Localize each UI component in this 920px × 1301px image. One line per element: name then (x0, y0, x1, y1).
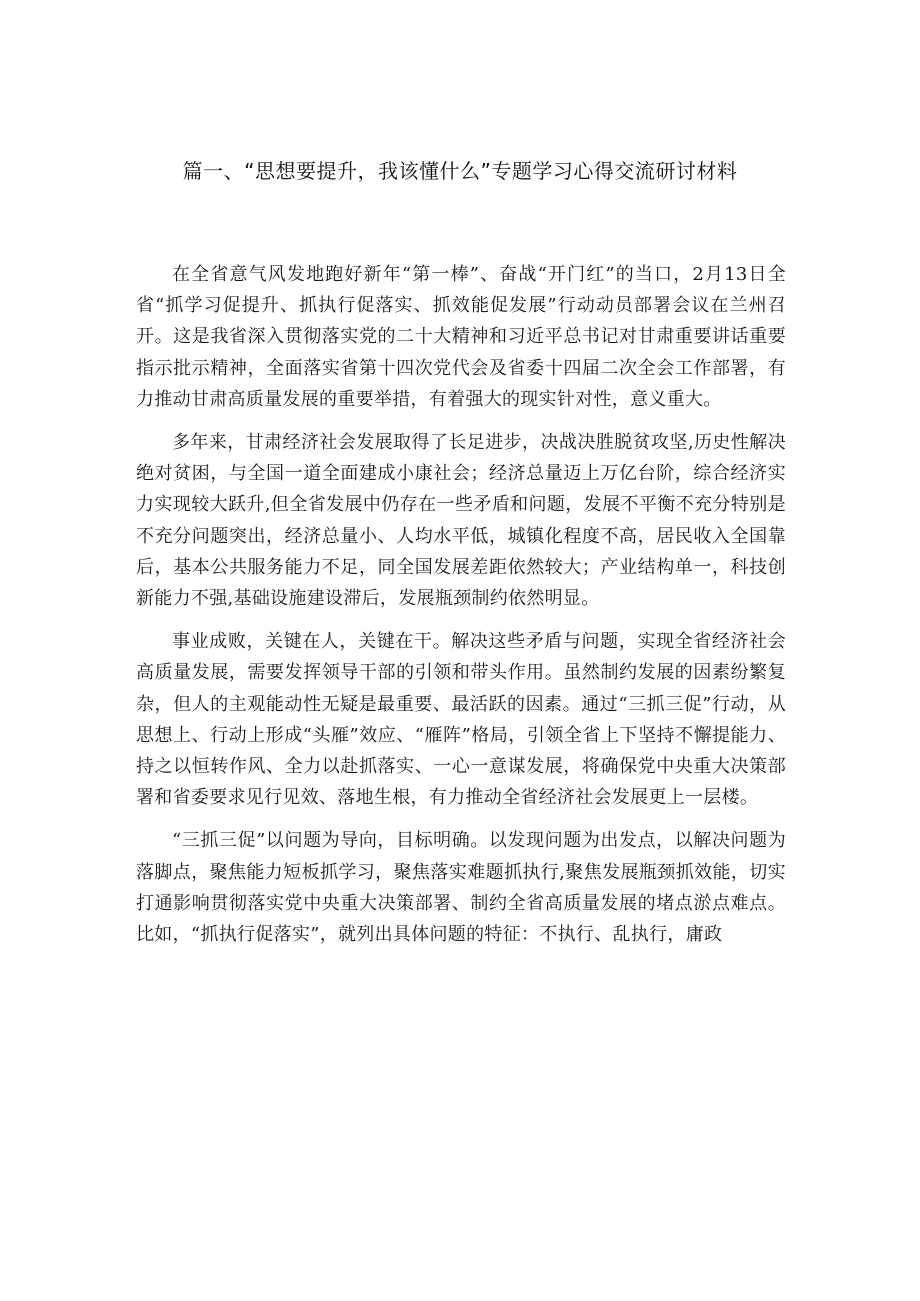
document-title: 篇一、“思想要提升，我该懂什么”专题学习心得交流研讨材料 (182, 159, 738, 183)
paragraph-4: “三抓三促”以问题为导向，目标明确。以发现问题为出发点，以解决问题为落脚点，聚焦能力短板抓学习，聚焦落实难题抓执行,聚焦发展瓶颈抓效能，切实打通影响贯彻落实党中央重大决策部署、制约全省高质量发展的堵点淤点难点。比如，“抓执行促落实”，就列出具体问题的特征：不执行、乱执行，庸政 (136, 830, 786, 946)
paragraph-3: 事业成败，关键在人，关键在干。解决这些矛盾与问题，实现全省经济社会高质量发展，需要发挥领导干部的引领和带头作用。虽然制约发展的因素纷繁复杂，但人的主观能动性无疑是最重要、最活跃的因素。通过“三抓三促”行动，从思想上、行动上形成“头雁”效应、“雁阵”格局，引领全省上下坚持不懈提能力、持之以恒转作风、全力以赴抓落实、一心一意谋发展，将确保党中央重大决策部署和省委要求见行见效、落地生根，有力推动全省经济社会发展更上一层楼。 (136, 631, 786, 809)
paragraph-1: 在全省意气风发地跑好新年“第一棒”、奋战“开门红”的当口，2月13日全省“抓学习促提升、抓执行促落实、抓效能促发展”行动动员部署会议在兰州召开。这是我省深入贯彻落实党的二十大精神和习近平总书记对甘肃重要讲话重要指示批示精神，全面落实省第十四次党代会及省委十四届二次全会工作部署，有力推动甘肃高质量发展的重要举措，有着强大的现实针对性，意义重大。 (136, 264, 786, 410)
paragraph-2: 多年来，甘肃经济社会发展取得了长足进步，决战决胜脱贫攻坚,历史性解决绝对贫困，与全国一道全面建成小康社会；经济总量迈上万亿台阶，综合经济实力实现较大跃升,但全省发展中仍存在一些矛盾和问题，发展不平衡不充分特别是不充分问题突出，经济总量小、人均水平低，城镇化程度不高，居民收入全国靠后，基本公共服务能力不足，同全国发展差距依然较大；产业结构单一，科技创新能力不强,基础设施建设滞后，发展瓶颈制约依然明显。 (136, 432, 786, 610)
document-body (136, 259, 786, 962)
